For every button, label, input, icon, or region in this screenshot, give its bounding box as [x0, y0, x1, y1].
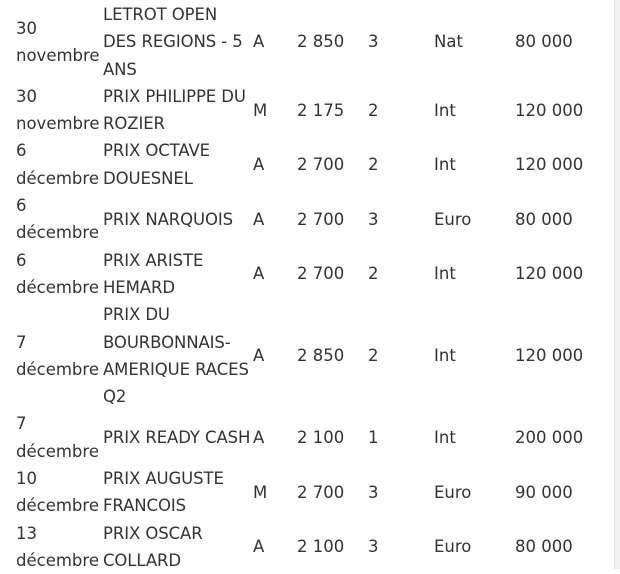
race-discipline: A — [253, 428, 265, 448]
race-category: 3 — [368, 209, 379, 229]
race-distance: 2 700 — [297, 482, 345, 502]
race-type: Int — [434, 264, 456, 284]
race-category: 3 — [368, 537, 379, 557]
table-row — [16, 1, 606, 83]
race-discipline: A — [253, 32, 265, 52]
race-prize: 120 000 — [515, 100, 584, 120]
race-distance: 2 175 — [297, 100, 345, 120]
race-distance: 2 700 — [297, 209, 345, 229]
race-date: 30 novembre — [16, 86, 100, 134]
race-type: Euro — [434, 209, 472, 229]
race-date: 6 décembre — [16, 250, 99, 297]
race-prize: 120 000 — [515, 155, 584, 175]
race-name: PRIX PHILIPPE DU ROZIER — [103, 86, 246, 134]
race-name: PRIX ARISTE HEMARD — [103, 250, 204, 297]
race-type: Int — [434, 100, 456, 120]
table-row — [16, 247, 606, 302]
race-category: 2 — [368, 100, 379, 120]
race-type: Int — [434, 346, 456, 366]
race-name: PRIX OCTAVE DOUESNEL — [103, 141, 210, 188]
race-name: LETROT OPEN DES REGIONS - 5 ANS — [103, 5, 243, 79]
race-category: 2 — [368, 264, 379, 284]
race-prize: 90 000 — [515, 482, 573, 502]
race-date: 7 décembre — [16, 332, 99, 379]
table-row — [16, 301, 606, 410]
table-row — [16, 137, 606, 192]
race-distance: 2 700 — [297, 155, 345, 175]
race-discipline: A — [253, 537, 265, 557]
race-type: Int — [434, 428, 456, 448]
race-name: PRIX READY CASH — [103, 428, 251, 448]
table-row — [16, 83, 606, 138]
race-distance: 2 850 — [297, 32, 345, 52]
race-date: 10 décembre — [16, 469, 99, 516]
page-edge-divider — [614, 0, 620, 569]
race-date: 30 novembre — [16, 18, 100, 65]
race-category: 2 — [368, 155, 379, 175]
race-name: PRIX OSCAR COLLARD — [103, 523, 203, 570]
race-distance: 2 850 — [297, 346, 345, 366]
race-date: 6 décembre — [16, 141, 99, 188]
table-row — [16, 465, 606, 520]
race-date: 13 décembre — [16, 523, 99, 570]
race-schedule-body — [16, 1, 606, 574]
race-discipline: A — [253, 346, 265, 366]
table-row — [16, 192, 606, 247]
race-prize: 200 000 — [515, 428, 584, 448]
race-distance: 2 100 — [297, 537, 345, 557]
race-discipline: A — [253, 209, 265, 229]
table-row — [16, 410, 606, 465]
race-category: 1 — [368, 428, 379, 448]
table-row — [16, 520, 606, 574]
race-name: PRIX NARQUOIS — [103, 209, 234, 229]
race-type: Int — [434, 155, 456, 175]
race-date: 7 décembre — [16, 414, 99, 461]
race-category: 3 — [368, 482, 379, 502]
race-name: PRIX DU BOURBONNAIS-AMERIQUE RACES Q2 — [103, 305, 249, 407]
race-name: PRIX AUGUSTE FRANCOIS — [103, 469, 224, 516]
race-prize: 80 000 — [515, 209, 573, 229]
race-prize: 80 000 — [515, 537, 573, 557]
race-category: 3 — [368, 32, 379, 52]
race-discipline: M — [253, 482, 268, 502]
race-date: 6 décembre — [16, 196, 99, 243]
race-distance: 2 700 — [297, 264, 345, 284]
race-discipline: A — [253, 155, 265, 175]
race-prize: 120 000 — [515, 264, 584, 284]
race-distance: 2 100 — [297, 428, 345, 448]
race-type: Euro — [434, 482, 472, 502]
race-discipline: M — [253, 100, 268, 120]
race-prize: 120 000 — [515, 346, 584, 366]
race-type: Nat — [434, 32, 463, 52]
race-category: 2 — [368, 346, 379, 366]
race-discipline: A — [253, 264, 265, 284]
race-schedule-table — [16, 1, 606, 574]
race-prize: 80 000 — [515, 32, 573, 52]
race-type: Euro — [434, 537, 472, 557]
